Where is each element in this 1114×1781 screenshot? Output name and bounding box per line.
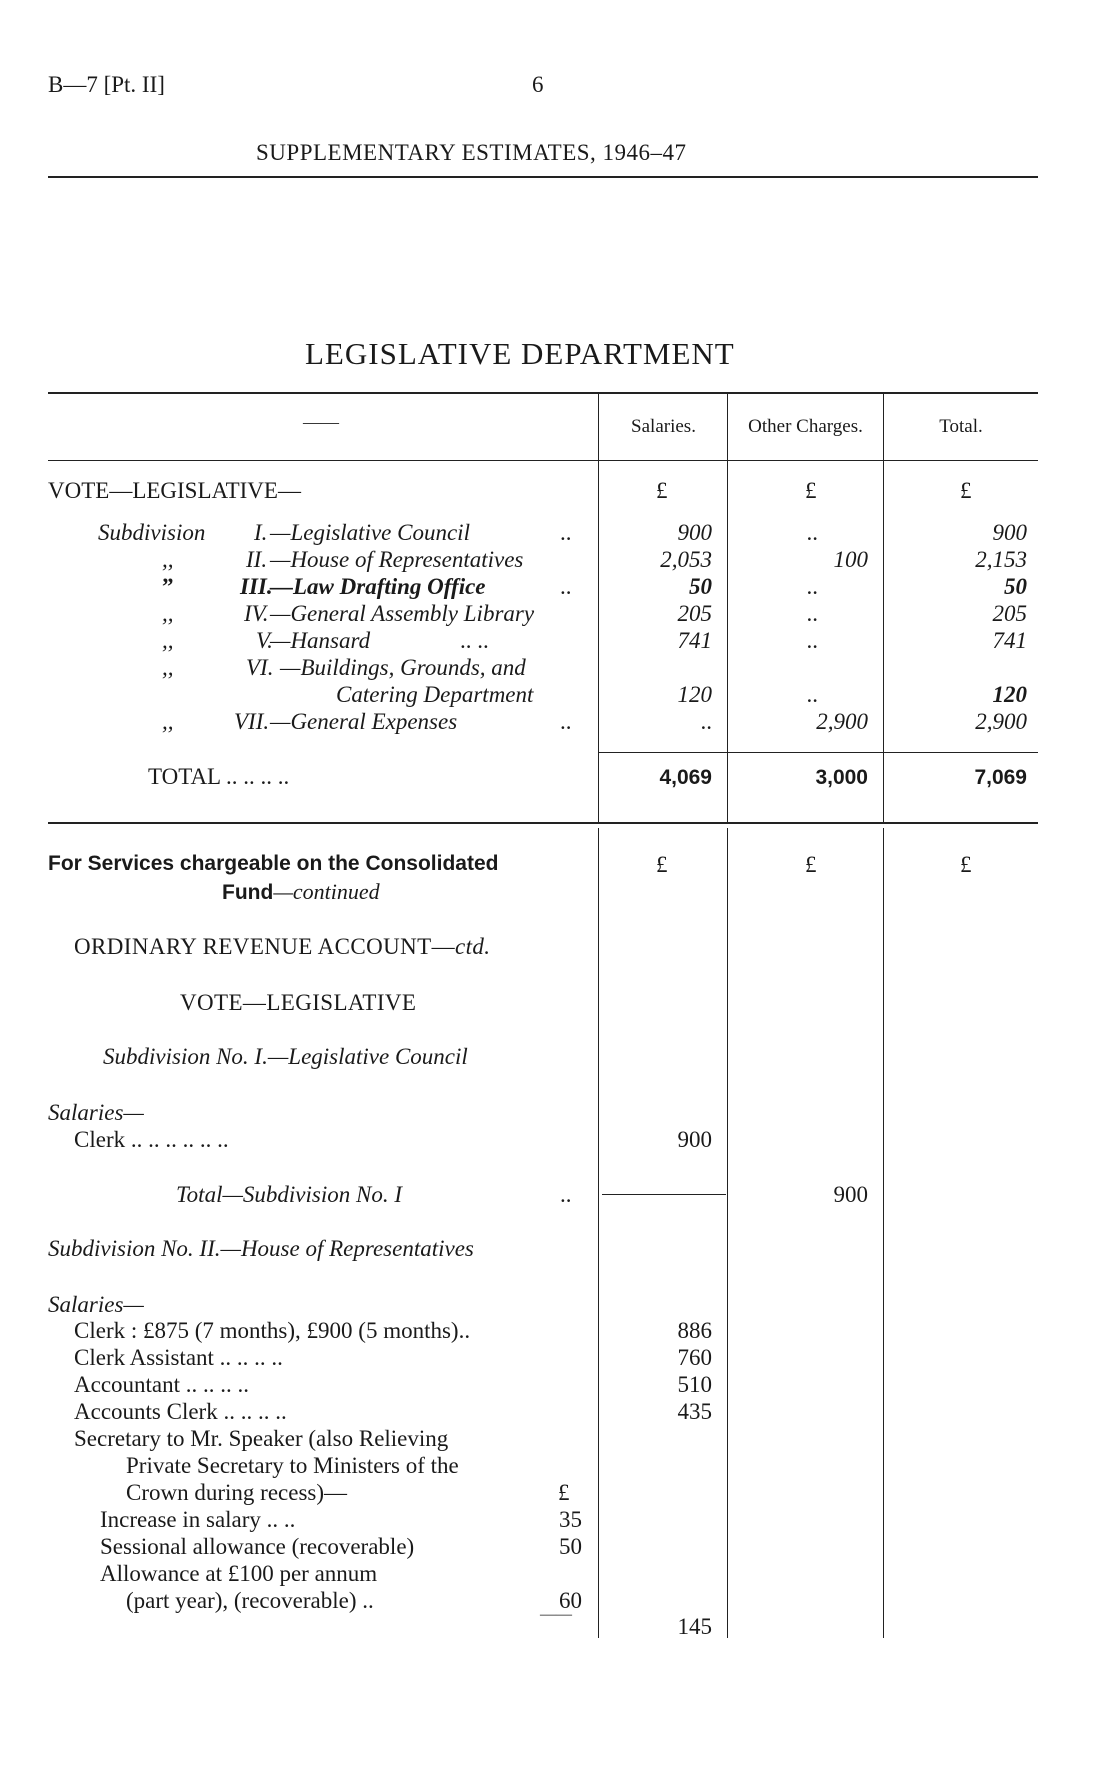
page-number: 6 (532, 72, 544, 97)
row-total: 2,153 (975, 547, 1027, 572)
row-prefix: ,, (162, 709, 174, 734)
row-prefix: ,, (162, 655, 174, 680)
item-value: 886 (677, 1318, 712, 1343)
row-salaries: .. (700, 709, 712, 734)
row-total: 2,900 (975, 709, 1027, 734)
item-value: 510 (677, 1372, 712, 1397)
services-heading: For Services chargeable on the Consolidated (48, 852, 499, 875)
row-total: 50 (1004, 574, 1027, 599)
item-label: Accountant .. .. .. .. (74, 1372, 250, 1397)
row-label: —Hansard (270, 628, 371, 653)
row-label: —Law Drafting Office (270, 574, 486, 599)
total-subdivision-1-value: 900 (833, 1182, 868, 1207)
row-label: —Legislative Council (270, 520, 470, 545)
sub-item-label: (part year), (recoverable) .. (126, 1588, 374, 1613)
row-label: —Buildings, Grounds, and (280, 655, 526, 680)
row-prefix: ” (162, 574, 174, 599)
item-label: Clerk : £875 (7 months), £900 (5 months).. (74, 1318, 471, 1343)
secretary-line-3: Crown during recess)— (126, 1480, 348, 1505)
row-label: Catering Department (336, 682, 534, 707)
item-value: 760 (677, 1345, 712, 1370)
clerk-label: Clerk .. .. .. .. .. .. (74, 1127, 229, 1152)
currency-total-detail: £ (960, 852, 972, 877)
table-bottom-rule (48, 822, 1038, 824)
column-header-total: Total. (939, 416, 983, 437)
subdivision-2-title: Subdivision No. II.—House of Representatives (48, 1236, 474, 1261)
salaries-heading-2: Salaries— (48, 1292, 144, 1317)
row-salaries: 205 (677, 601, 712, 626)
detail-column-divider-3 (883, 828, 884, 1638)
secretary-line-1: Secretary to Mr. Speaker (also Relieving (74, 1426, 449, 1451)
currency-other: £ (805, 478, 817, 503)
row-leader: .. (560, 520, 572, 545)
row-other: 100 (833, 547, 868, 572)
row-other: .. (806, 628, 818, 653)
row-other: .. (806, 682, 818, 707)
row-leader: .. (560, 574, 572, 599)
row-label: —General Expenses (270, 709, 458, 734)
row-other: .. (806, 601, 818, 626)
row-number: VII. (234, 709, 270, 734)
row-salaries: 50 (689, 574, 712, 599)
secretary-currency: £ (558, 1480, 570, 1505)
currency-salaries: £ (656, 478, 668, 503)
sub-item-value: 50 (559, 1534, 582, 1559)
head-dash: —— (303, 412, 339, 432)
table-head-rule (48, 460, 1038, 461)
continued-word: —continued (273, 879, 380, 904)
row-total: 900 (992, 520, 1027, 545)
ordinary-main: ORDINARY REVENUE ACCOUNT— (74, 934, 455, 959)
row-salaries: 741 (677, 628, 712, 653)
sub-item-value: 35 (559, 1507, 582, 1532)
row-label: —House of Representatives (270, 547, 524, 572)
row-number: I. (254, 520, 268, 545)
row-number: VI. (246, 655, 274, 680)
column-header-other-charges: Other Charges. (748, 416, 863, 437)
sub-items-rule: —— (540, 1606, 572, 1623)
detail-column-divider-2 (727, 828, 728, 1638)
column-header-salaries: Salaries. (631, 416, 696, 437)
row-salaries: 2,053 (660, 547, 712, 572)
row-prefix: ,, (162, 628, 174, 653)
total-other: 3,000 (815, 766, 868, 789)
salaries-heading: Salaries— (48, 1100, 144, 1125)
total-subdivision-1-label: Total—Subdivision No. I (176, 1182, 402, 1207)
row-prefix: ,, (162, 601, 174, 626)
total-top-rule (598, 752, 1038, 753)
currency-salaries-detail: £ (656, 852, 668, 877)
sub-item-value: 60 (559, 1588, 582, 1613)
row-leader: .. (560, 709, 572, 734)
row-total: 120 (992, 682, 1027, 707)
subdivision-1-title: Subdivision No. I.—Legislative Council (103, 1044, 468, 1069)
row-salaries: 900 (677, 520, 712, 545)
department-title: LEGISLATIVE DEPARTMENT (305, 336, 735, 371)
row-number: V. (256, 628, 273, 653)
row-salaries: 120 (677, 682, 712, 707)
header-rule (48, 176, 1038, 178)
row-number: III. (240, 574, 273, 599)
row-total: 205 (992, 601, 1027, 626)
services-heading-continued (222, 879, 380, 905)
ordinary-revenue-heading (74, 934, 490, 960)
vote-label: VOTE—LEGISLATIVE— (48, 478, 301, 503)
currency-other-detail: £ (805, 852, 817, 877)
row-other: .. (806, 574, 818, 599)
table-top-rule (48, 392, 1038, 394)
item-label: Accounts Clerk .. .. .. .. (74, 1399, 287, 1424)
sub-item-label: Allowance at £100 per annum (100, 1561, 378, 1586)
sub-item-label: Sessional allowance (recoverable) (100, 1534, 415, 1559)
total-label: TOTAL .. .. .. .. (148, 764, 290, 789)
row-leader: .. .. (460, 628, 489, 653)
sub-item-label: Increase in salary .. .. (100, 1507, 296, 1532)
column-divider-1 (598, 394, 599, 824)
row-other: .. (806, 520, 818, 545)
ordinary-ctd: ctd. (455, 934, 491, 959)
currency-total: £ (960, 478, 972, 503)
item-value: 435 (677, 1399, 712, 1424)
subtotal-rule (602, 1194, 726, 1195)
page-title: SUPPLEMENTARY ESTIMATES, 1946–47 (256, 140, 687, 165)
vote-heading: VOTE—LEGISLATIVE (180, 990, 417, 1015)
detail-column-divider-1 (598, 828, 599, 1638)
row-number: IV. (244, 601, 269, 626)
total-subdivision-1-leader: .. (560, 1182, 572, 1207)
row-number: II. (246, 547, 268, 572)
total-overall: 7,069 (974, 766, 1027, 789)
row-label: —General Assembly Library (270, 601, 535, 626)
secretary-line-2: Private Secretary to Ministers of the (126, 1453, 459, 1478)
document-reference: B—7 [Pt. II] (48, 72, 165, 97)
row-prefix: Subdivision (98, 520, 206, 545)
row-other: 2,900 (816, 709, 868, 734)
secretary-total-value: 145 (677, 1614, 712, 1639)
clerk-value: 900 (677, 1127, 712, 1152)
row-prefix: ,, (162, 547, 174, 572)
row-total: 741 (992, 628, 1027, 653)
fund-word: Fund (222, 881, 274, 904)
total-salaries: 4,069 (659, 766, 712, 789)
item-label: Clerk Assistant .. .. .. .. (74, 1345, 283, 1370)
